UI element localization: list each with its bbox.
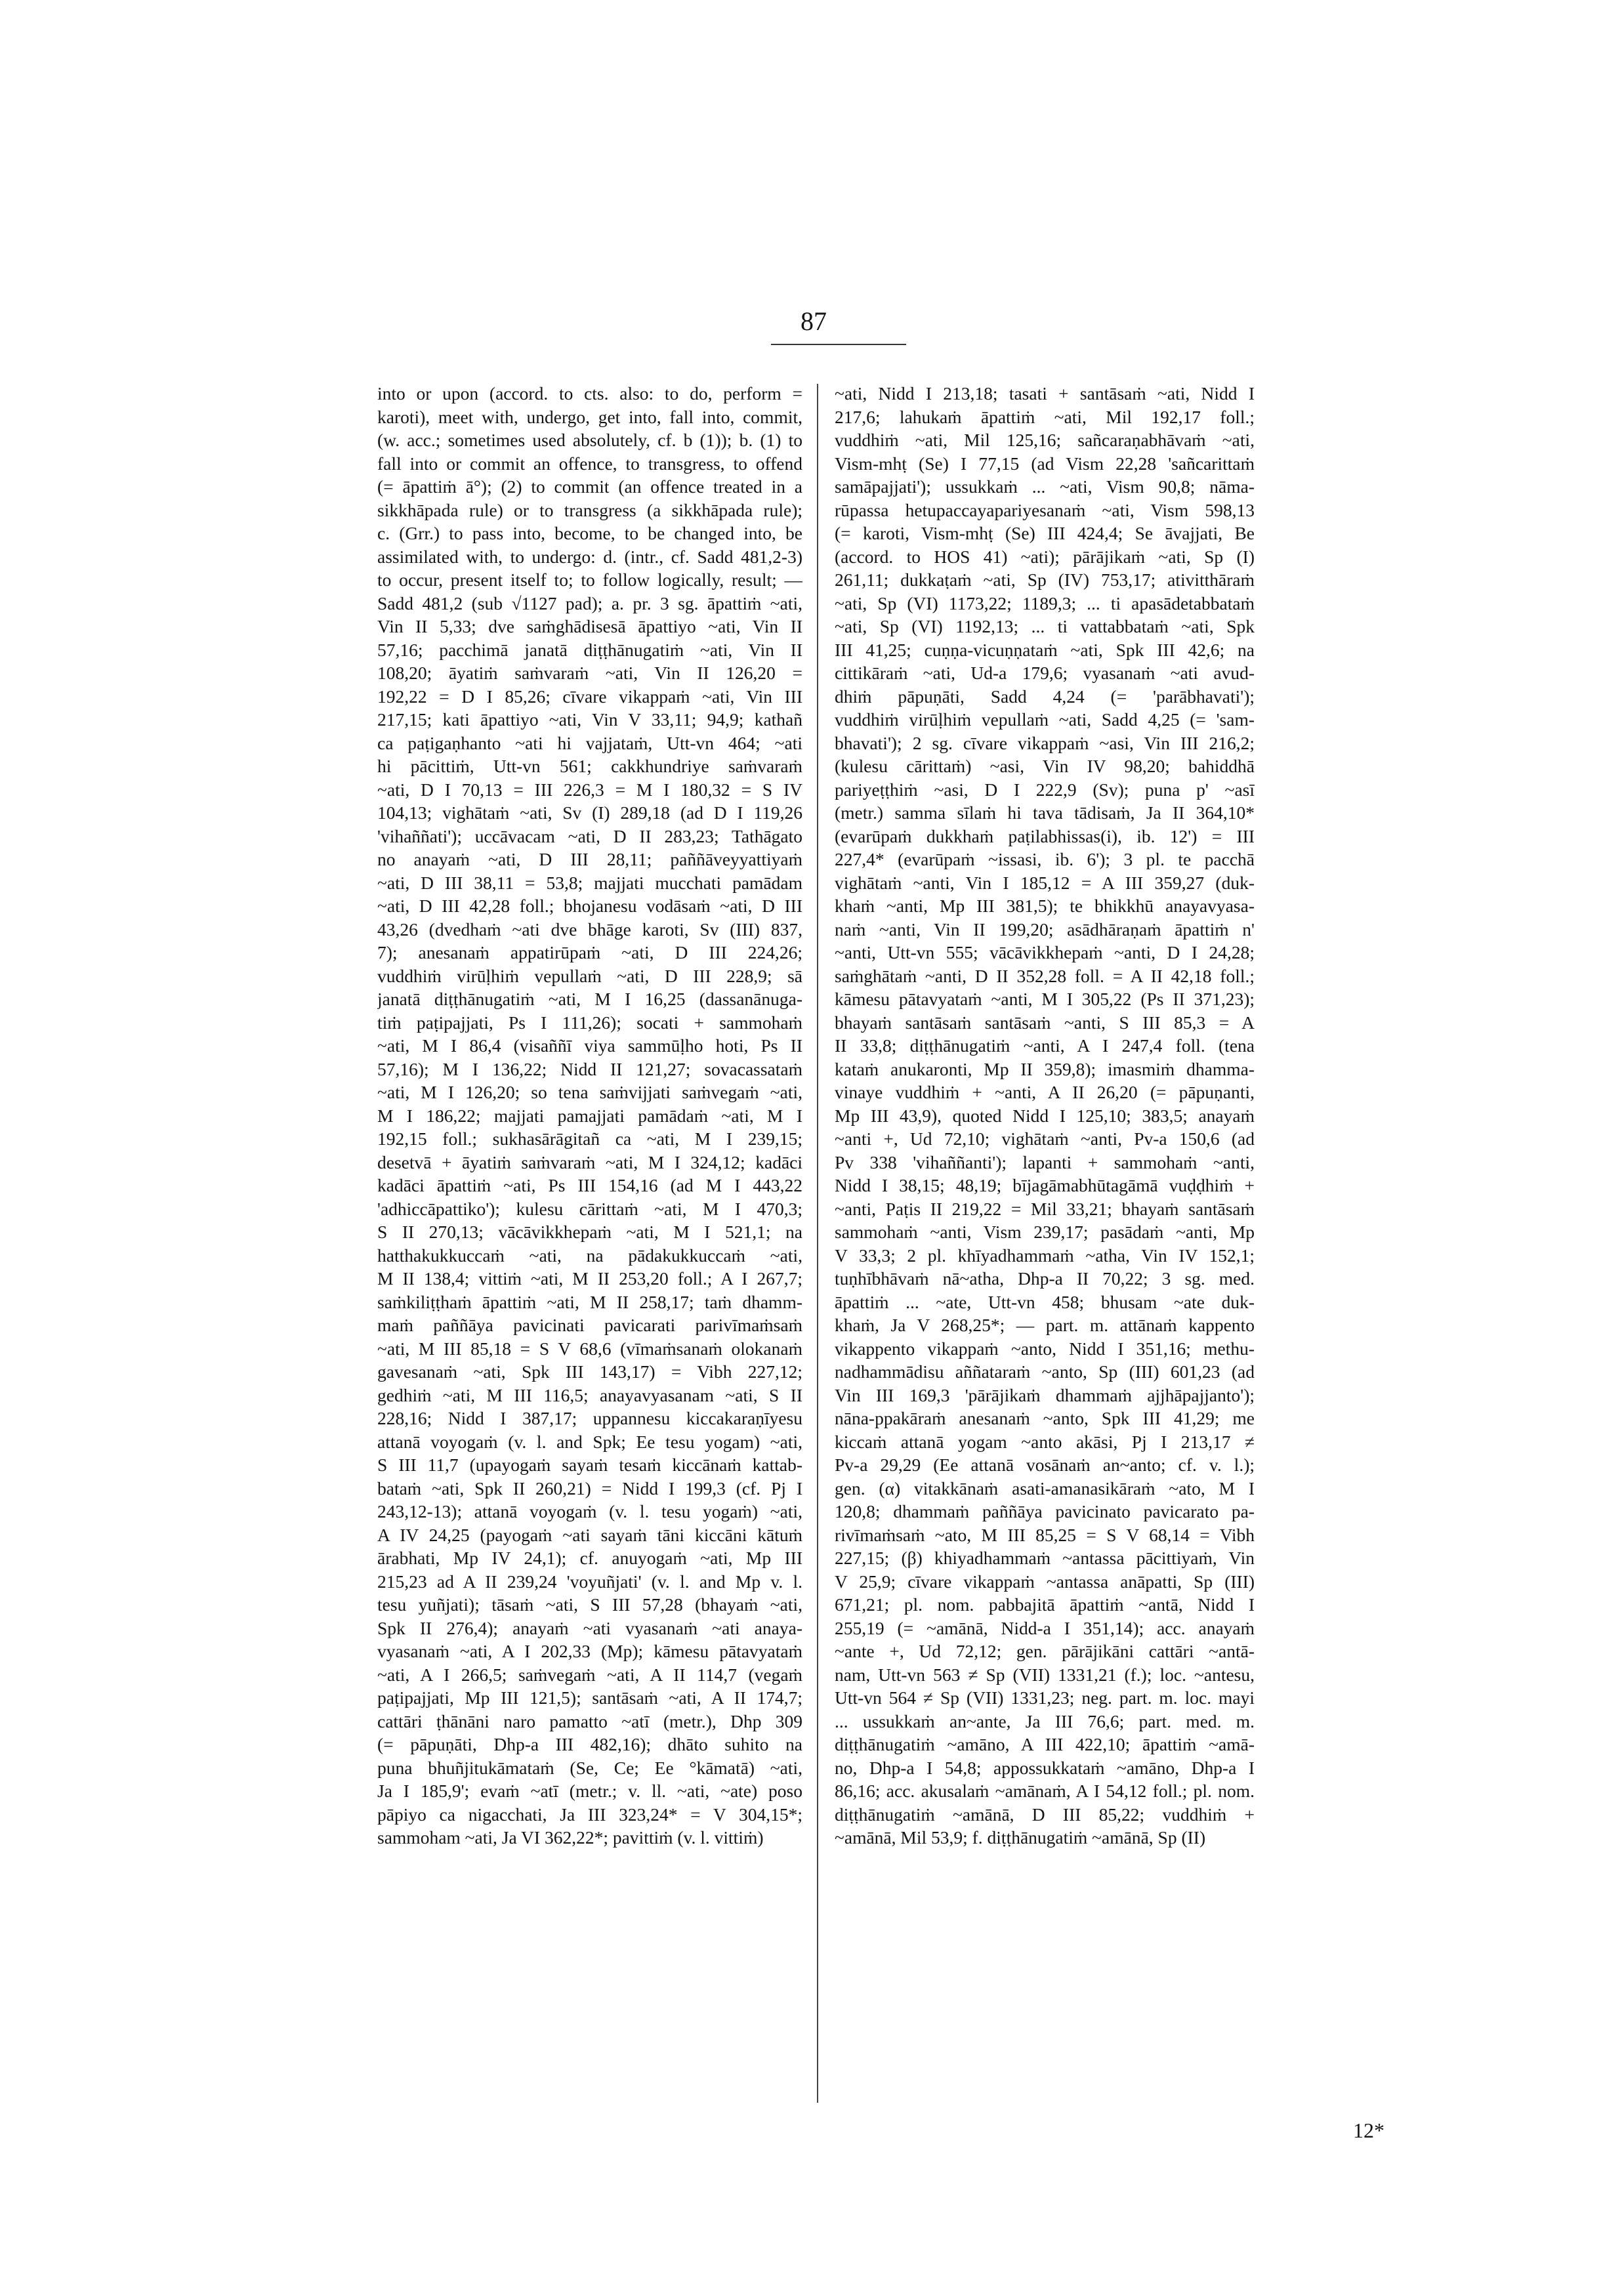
text-line: 217,6; lahukaṁ āpattiṁ ~ati, Mil 192,17 foll.;	[835, 406, 1255, 427]
text-line: 192,15 foll.; sukhasārāgitañ ca ~ati, M I 239,15;	[377, 1128, 802, 1149]
right-column	[835, 382, 1255, 2120]
text-line: cittikāraṁ ~ati, Ud-a 179,6; vyasanaṁ ~ati avud-	[835, 663, 1255, 683]
text-line: Vin III 169,3 'pārājikaṁ dhammaṁ ajjhāpajjanto');	[835, 1384, 1255, 1405]
text-line: ... ussukkaṁ an~ante, Ja III 76,6; part. med. m.	[835, 1710, 1255, 1731]
text-line: kiccaṁ attanā yogam ~anto akāsi, Pj I 213,17 ≠	[835, 1431, 1255, 1452]
text-line: 255,19 (= ~amānā, Nidd-a I 351,14); acc. anayaṁ	[835, 1617, 1255, 1638]
text-line: ~ati, M I 126,20; so tena saṁvijjati saṁvegaṁ ~ati,	[377, 1082, 802, 1102]
text-line: ~ati, D III 42,28 foll.; bhojanesu vodāsaṁ ~ati, D III	[377, 896, 802, 916]
text-line: kāmesu pātavyataṁ ~anti, M I 305,22 (Ps II 371,23);	[835, 989, 1255, 1009]
text-line: desetvā + āyatiṁ saṁvaraṁ ~ati, M I 324,12; kadāci	[377, 1151, 802, 1172]
text-line: rūpassa hetupaccayapariyesanaṁ ~ati, Vism 598,13	[835, 499, 1255, 520]
text-line: Mp III 43,9), quoted Nidd I 125,10; 383,5; anayaṁ	[835, 1105, 1255, 1126]
text-line: ~ati, Nidd I 213,18; tasati + santāsaṁ ~ati, Nidd I	[835, 383, 1255, 403]
text-line: (= āpattiṁ ā°); (2) to commit (an offence treated in a	[377, 476, 802, 497]
text-line: vuddhiṁ virūḷhiṁ vepullaṁ ~ati, Sadd 4,25 (= 'sam-	[835, 709, 1255, 730]
text-line: Utt-vn 564 ≠ Sp (VII) 1331,23; neg. part. m. loc. mayi	[835, 1687, 1255, 1708]
column-divider	[817, 384, 818, 2103]
printer-signature: 12*	[1353, 2119, 1385, 2142]
text-line: assimilated with, to undergo: d. (intr., cf. Sadd 481,2-3)	[377, 546, 802, 567]
page-number: 87	[801, 306, 827, 336]
text-line: ārabhati, Mp IV 24,1); cf. anuyogaṁ ~ati, Mp III	[377, 1548, 802, 1568]
text-line: c. (Grr.) to pass into, become, to be changed into, be	[377, 523, 802, 543]
left-column	[377, 382, 802, 2120]
text-line: ~ati, D I 70,13 = III 226,3 = M I 180,32 = S IV	[377, 779, 802, 800]
text-line: S II 270,13; vācāvikkhepaṁ ~ati, M I 521,1; na	[377, 1222, 802, 1242]
text-line: dhiṁ pāpuṇāti, Sadd 4,24 (= 'parābhavati');	[835, 686, 1255, 707]
text-line: bataṁ ~ati, Spk II 260,21) = Nidd I 199,3 (cf. Pj I	[377, 1478, 802, 1499]
text-line: samāpajjati'); ussukkaṁ ... ~ati, Vism 90,8; nāma-	[835, 476, 1255, 497]
text-line: 104,13; vighātaṁ ~ati, Sv (I) 289,18 (ad D I 119,26	[377, 802, 802, 823]
text-line: tiṁ paṭipajjati, Ps I 111,26); socati + sammohaṁ	[377, 1012, 802, 1033]
text-line: ~ati, M III 85,18 = S V 68,6 (vīmaṁsanaṁ olokanaṁ	[377, 1338, 802, 1359]
text-line: (metr.) samma sīlaṁ hi tava tādisaṁ, Ja II 364,10*	[835, 802, 1255, 823]
text-line: ~amānā, Mil 53,9; f. diṭṭhānugatiṁ ~amānā, Sp (II)	[835, 1827, 1206, 1848]
text-line: Ja I 185,9'; evaṁ ~atī (metr.; v. ll. ~ati, ~ate) poso	[377, 1781, 802, 1801]
text-line: nāna-ppakāraṁ anesanaṁ ~anto, Spk III 41,29; me	[835, 1408, 1255, 1428]
text-line: ~ante +, Ud 72,12; gen. pārājikāni cattāri ~antā-	[835, 1641, 1255, 1661]
text-line: pāpiyo ca nigacchati, Ja III 323,24* = V 304,15*;	[377, 1804, 802, 1825]
text-line: āpattiṁ ... ~ate, Utt-vn 458; bhusam ~ate duk-	[835, 1291, 1255, 1312]
text-line: 'vihaññati'); uccāvacam ~ati, D II 283,23; Tathāgato	[377, 825, 802, 846]
text-line: 227,4* (evarūpaṁ ~issasi, ib. 6'); 3 pl. te pacchā	[835, 849, 1255, 869]
text-line: ~anti, Utt-vn 555; vācāvikkhepaṁ ~anti, D I 24,28;	[835, 942, 1255, 962]
text-line: gen. (α) vitakkānaṁ asati-amanasikāraṁ ~ato, M I	[835, 1478, 1255, 1499]
text-line: III 41,25; cuṇṇa-vicuṇṇataṁ ~ati, Spk III 42,6; na	[835, 639, 1255, 660]
text-line: sammoham ~ati, Ja VI 362,22*; pavittiṁ (v. l. vittiṁ)	[377, 1827, 764, 1848]
text-line: 'adhiccāpattiko'); kulesu cārittaṁ ~ati, M I 470,3;	[377, 1198, 802, 1219]
text-line: cattāri ṭhānāni naro pamatto ~atī (metr.), Dhp 309	[377, 1710, 802, 1731]
page-number-rule	[771, 344, 906, 345]
text-line: 261,11; dukkaṭaṁ ~ati, Sp (IV) 753,17; ativitthāraṁ	[835, 569, 1255, 590]
text-line: 7); anesanaṁ appatirūpaṁ ~ati, D III 224,26;	[377, 942, 802, 962]
text-line: vinaye vuddhiṁ + ~anti, A II 26,20 (= pāpuṇanti,	[835, 1082, 1255, 1102]
text-line: vyasanaṁ ~ati, A I 202,33 (Mp); kāmesu pātavyataṁ	[377, 1641, 802, 1661]
text-line: 57,16); M I 136,22; Nidd II 121,27; sovacassataṁ	[377, 1058, 802, 1079]
text-line: nam, Utt-vn 563 ≠ Sp (VII) 1331,21 (f.); loc. ~antesu,	[835, 1664, 1255, 1685]
text-line: into or upon (accord. to cts. also: to do, perform =	[377, 383, 802, 403]
text-line: Sadd 481,2 (sub √1127 pad); a. pr. 3 sg. āpattiṁ ~ati,	[377, 592, 802, 613]
text-line: kataṁ anukaronti, Mp II 359,8); imasmiṁ dhamma-	[835, 1058, 1255, 1079]
text-line: ~ati, Sp (VI) 1192,13; ... ti vattabbataṁ ~ati, Spk	[835, 616, 1255, 636]
text-line: saṁkiliṭṭhaṁ āpattiṁ ~ati, M II 258,17; taṁ dhamm-	[377, 1291, 802, 1312]
text-line: (w. acc.; sometimes used absolutely, cf. b (1)); b. (1) to	[377, 430, 802, 450]
text-line: ~ati, Sp (VI) 1173,22; 1189,3; ... ti apasādetabbataṁ	[835, 592, 1255, 613]
text-line: kadāci āpattiṁ ~ati, Ps III 154,16 (ad M I 443,22	[377, 1175, 802, 1195]
text-line: sammohaṁ ~anti, Vism 239,17; pasādaṁ ~anti, Mp	[835, 1222, 1255, 1242]
text-line: (= pāpuṇāti, Dhp-a III 482,16); dhāto suhito na	[377, 1734, 802, 1754]
text-line: 217,15; kati āpattiyo ~ati, Vin V 33,11; 94,9; kathañ	[377, 709, 802, 730]
text-line: M II 138,4; vittiṁ ~ati, M II 253,20 foll.; A I 267,7;	[377, 1268, 802, 1289]
text-line: Vism-mhṭ (Se) I 77,15 (ad Vism 22,28 'sañcarittaṁ	[835, 453, 1255, 474]
text-line: paṭipajjati, Mp III 121,5); santāsaṁ ~ati, A II 174,7;	[377, 1687, 802, 1708]
text-line: 671,21; pl. nom. pabbajitā āpattiṁ ~antā, Nidd I	[835, 1594, 1255, 1615]
text-line: V 25,9; cīvare vikappaṁ ~antassa anāpatti, Sp (III)	[835, 1571, 1255, 1592]
text-line: gavesanaṁ ~ati, Spk III 143,17) = Vibh 227,12;	[377, 1361, 802, 1382]
text-line: khaṁ ~anti, Mp III 381,5); te bhikkhū anayavyasa-	[835, 896, 1255, 916]
text-line: 228,16; Nidd I 387,17; uppannesu kiccakaraṇīyesu	[377, 1408, 802, 1428]
text-line: janatā diṭṭhānugatiṁ ~ati, M I 16,25 (dassanānuga-	[377, 989, 802, 1009]
text-line: A IV 24,25 (payogaṁ ~ati sayaṁ tāni kiccāni kātuṁ	[377, 1524, 802, 1545]
text-line: diṭṭhānugatiṁ ~amāno, A III 422,10; āpattiṁ ~amā-	[835, 1734, 1255, 1754]
text-line: ~ati, A I 266,5; saṁvegaṁ ~ati, A II 114,7 (vegaṁ	[377, 1664, 802, 1685]
text-line: Vin II 5,33; dve saṁghādisesā āpattiyo ~ati, Vin II	[377, 616, 802, 636]
text-line: V 33,3; 2 pl. khīyadhammaṁ ~atha, Vin IV 152,1;	[835, 1245, 1255, 1266]
text-line: 227,15; (β) khiyadhammaṁ ~antassa pācittiyaṁ, Vin	[835, 1548, 1255, 1568]
text-line: ~ati, D III 38,11 = 53,8; majjati mucchati pamādam	[377, 872, 802, 893]
text-line: gedhiṁ ~ati, M III 116,5; anayavyasanam ~ati, S II	[377, 1384, 802, 1405]
text-line: 43,26 (dvedhaṁ ~ati dve bhāge karoti, Sv (III) 837,	[377, 919, 802, 940]
text-line: sikkhāpada rule) or to transgress (a sikkhāpada rule);	[377, 499, 802, 520]
text-line: 108,20; āyatiṁ saṁvaraṁ ~ati, Vin II 126,20 =	[377, 663, 802, 683]
text-line: 86,16; acc. akusalaṁ ~amānaṁ, A I 54,12 foll.; pl. nom.	[835, 1781, 1255, 1801]
text-line: tesu yuñjati); tāsaṁ ~ati, S III 57,28 (bhayaṁ ~ati,	[377, 1594, 802, 1615]
text-line: maṁ paññāya pavicinati pavicarati parivīmaṁsaṁ	[377, 1315, 802, 1335]
text-line: Pv-a 29,29 (Ee attanā vosānaṁ an~anto; cf. v. l.);	[835, 1455, 1255, 1475]
text-line: fall into or commit an offence, to transgress, to offend	[377, 453, 802, 474]
text-line: naṁ ~anti, Vin II 199,20; asādhāraṇaṁ āpattiṁ n'	[835, 919, 1255, 940]
text-line: bhayaṁ santāsaṁ santāsaṁ ~anti, S III 85,3 = A	[835, 1012, 1255, 1033]
text-line: no, Dhp-a I 54,8; appossukkataṁ ~amāno, Dhp-a I	[835, 1757, 1255, 1778]
text-line: hatthakukkuccaṁ ~ati, na pādakukkuccaṁ ~ati,	[377, 1245, 802, 1266]
text-line: Spk II 276,4); anayaṁ ~ati vyasanaṁ ~ati anaya-	[377, 1617, 802, 1638]
text-line: S III 11,7 (upayogaṁ sayaṁ tesaṁ kiccānaṁ kattab-	[377, 1455, 802, 1475]
text-line: vuddhiṁ ~ati, Mil 125,16; sañcaraṇabhāvaṁ ~ati,	[835, 430, 1255, 450]
text-line: 120,8; dhammaṁ paññāya pavicinato pavicarato pa-	[835, 1501, 1255, 1521]
text-line: 215,23 ad A II 239,24 'voyuñjati' (v. l. and Mp v. l.	[377, 1571, 802, 1592]
text-line: hi pācittiṁ, Utt-vn 561; cakkhundriye saṁvaraṁ	[377, 756, 802, 776]
text-line: bhavati'); 2 sg. cīvare vikappaṁ ~asi, Vin III 216,2;	[835, 732, 1255, 753]
text-line: M I 186,22; majjati pamajjati pamādaṁ ~ati, M I	[377, 1105, 802, 1126]
text-line: (= karoti, Vism-mhṭ (Se) III 424,4; Se āvajjati, Be	[835, 523, 1255, 543]
text-line: ~anti, Paṭis II 219,22 = Mil 33,21; bhayaṁ santāsaṁ	[835, 1198, 1255, 1219]
text-line: 243,12-13); attanā voyogaṁ (v. l. tesu yogaṁ) ~ati,	[377, 1501, 802, 1521]
text-line: ~anti +, Ud 72,10; vighātaṁ ~anti, Pv-a 150,6 (ad	[835, 1128, 1255, 1149]
text-line: ca paṭigaṇhanto ~ati hi vajjataṁ, Utt-vn 464; ~ati	[377, 732, 802, 753]
text-line: (kulesu cārittaṁ) ~asi, Vin IV 98,20; bahiddhā	[835, 756, 1255, 776]
text-line: tuṇhībhāvaṁ nā~atha, Dhp-a II 70,22; 3 sg. med.	[835, 1268, 1255, 1289]
text-line: attanā voyogaṁ (v. l. and Spk; Ee tesu yogam) ~ati,	[377, 1431, 802, 1452]
text-line: to occur, present itself to; to follow logically, result; —	[377, 569, 802, 590]
text-line: (accord. to HOS 41) ~ati); pārājikaṁ ~ati, Sp (I)	[835, 546, 1255, 567]
text-line: II 33,8; diṭṭhānugatiṁ ~anti, A I 247,4 foll. (tena	[835, 1035, 1255, 1056]
text-line: rivīmaṁsaṁ ~ato, M III 85,25 = S V 68,14 = Vibh	[835, 1524, 1255, 1545]
text-line: diṭṭhānugatiṁ ~amānā, D III 85,22; vuddhiṁ +	[835, 1804, 1255, 1825]
text-line: karoti), meet with, undergo, get into, fall into, commit,	[377, 406, 802, 427]
text-line: Pv 338 'vihaññanti'); lapanti + sammohaṁ ~anti,	[835, 1151, 1255, 1172]
text-line: 192,22 = D I 85,26; cīvare vikappaṁ ~ati, Vin III	[377, 686, 802, 707]
text-line: vuddhiṁ virūḷhiṁ vepullaṁ ~ati, D III 228,9; sā	[377, 965, 802, 986]
text-line: khaṁ, Ja V 268,25*; — part. m. attānaṁ kappento	[835, 1315, 1255, 1335]
text-line: vikappento vikappaṁ ~anto, Nidd I 351,16; methu-	[835, 1338, 1255, 1359]
text-line: 57,16; pacchimā janatā diṭṭhānugatiṁ ~ati, Vin II	[377, 639, 802, 660]
text-line: ~ati, M I 86,4 (visaññī viya sammūḷho hoti, Ps II	[377, 1035, 802, 1056]
text-line: puna bhuñjitukāmataṁ (Se, Ce; Ee °kāmatā) ~ati,	[377, 1757, 802, 1778]
text-line: saṁghātaṁ ~anti, D II 352,28 foll. = A II 42,18 foll.;	[835, 965, 1255, 986]
text-line: Nidd I 38,15; 48,19; bījagāmabhūtagāmā vuḍḍhiṁ +	[835, 1175, 1255, 1195]
text-line: nadhammādisu aññataraṁ ~anto, Sp (III) 601,23 (ad	[835, 1361, 1255, 1382]
text-line: vighātaṁ ~anti, Vin I 185,12 = A III 359,27 (duk-	[835, 872, 1255, 893]
text-line: pariyeṭṭhiṁ ~asi, D I 222,9 (Sv); puna p' ~asī	[835, 779, 1255, 800]
text-line: (evarūpaṁ dukkhaṁ paṭilabhissas(i), ib. 12') = III	[835, 825, 1255, 846]
text-line: no anayaṁ ~ati, D III 28,11; paññāveyyattiyaṁ	[377, 849, 802, 869]
